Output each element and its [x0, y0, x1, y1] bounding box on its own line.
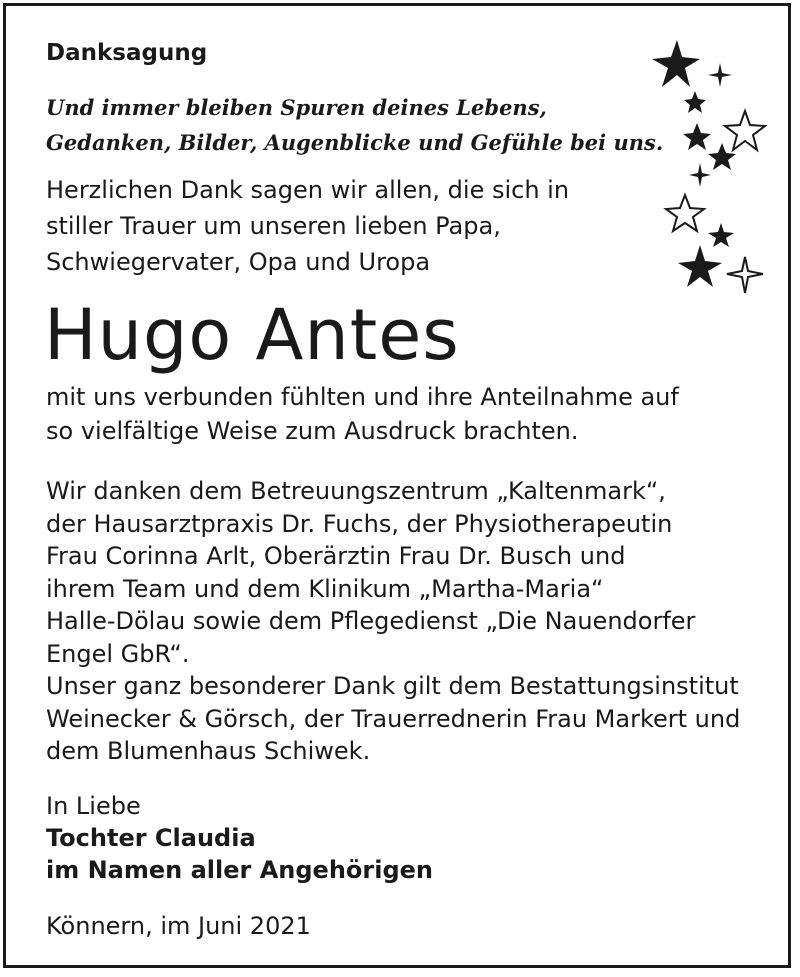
- acknowledgements-text: [46, 475, 740, 768]
- place-date: Könnern, im Juni 2021: [46, 912, 311, 940]
- star-icon: [652, 40, 700, 87]
- star-icon: [678, 245, 722, 287]
- deceased-name: Hugo Antes: [44, 294, 460, 376]
- thanks-line: mit uns verbunden fühlten und ihre Anteilnahme auf: [46, 383, 679, 411]
- star-icon: [689, 163, 711, 187]
- body-line: dem Blumenhaus Schiwek.: [46, 737, 371, 765]
- body-line: Unser ganz besonderer Dank gilt dem Bestattungsinstitut: [46, 672, 739, 700]
- signer-group: im Namen aller Angehörigen: [46, 856, 434, 884]
- memorial-quote: [46, 90, 666, 160]
- intro-line: Herzlichen Dank sagen wir allen, die sich in: [46, 176, 570, 204]
- body-line: Weinecker & Görsch, der Trauerrednerin Frau Markert und: [46, 704, 741, 733]
- intro-line: Schwiegervater, Opa und Uropa: [46, 248, 431, 276]
- notice-heading: Danksagung: [46, 40, 208, 66]
- closing-salutation: In Liebe: [46, 792, 141, 820]
- intro-line: stiller Trauer um unseren lieben Papa,: [46, 212, 501, 240]
- body-line: Halle-Dölau sowie dem Pflegedienst „Die Nauendorfer: [46, 607, 696, 635]
- body-line: Wir danken dem Betreuungszentrum „Kaltenmark“,: [46, 477, 666, 505]
- thanks-text: [46, 380, 679, 448]
- body-line: ihrem Team und dem Klinikum „Martha-Maria“: [46, 574, 604, 603]
- thanks-line: so vielfältige Weise zum Ausdruck brachten.: [46, 417, 579, 445]
- quote-line: Und immer bleiben Spuren deines Lebens,: [46, 95, 547, 120]
- body-line: Frau Corinna Arlt, Oberärztin Frau Dr. Busch und: [46, 542, 626, 570]
- star-icon: [666, 195, 704, 231]
- star-icon: [725, 111, 765, 150]
- signature-block: [46, 790, 433, 886]
- star-icon: [684, 91, 706, 113]
- signer-name: Tochter Claudia: [46, 824, 256, 852]
- quote-line: Gedanken, Bilder, Augenblicke und Gefühle bei uns.: [46, 130, 664, 155]
- intro-text: [46, 172, 646, 280]
- star-icon: [708, 223, 734, 247]
- body-line: Engel GbR“.: [46, 639, 190, 668]
- star-icon: [708, 143, 736, 170]
- body-line: der Hausarztpraxis Dr. Fuchs, der Physiotherapeutin: [46, 509, 673, 538]
- star-icon: [708, 63, 732, 87]
- stars-icon: [640, 35, 780, 305]
- star-icon: [683, 123, 711, 150]
- star-icon: [727, 257, 763, 293]
